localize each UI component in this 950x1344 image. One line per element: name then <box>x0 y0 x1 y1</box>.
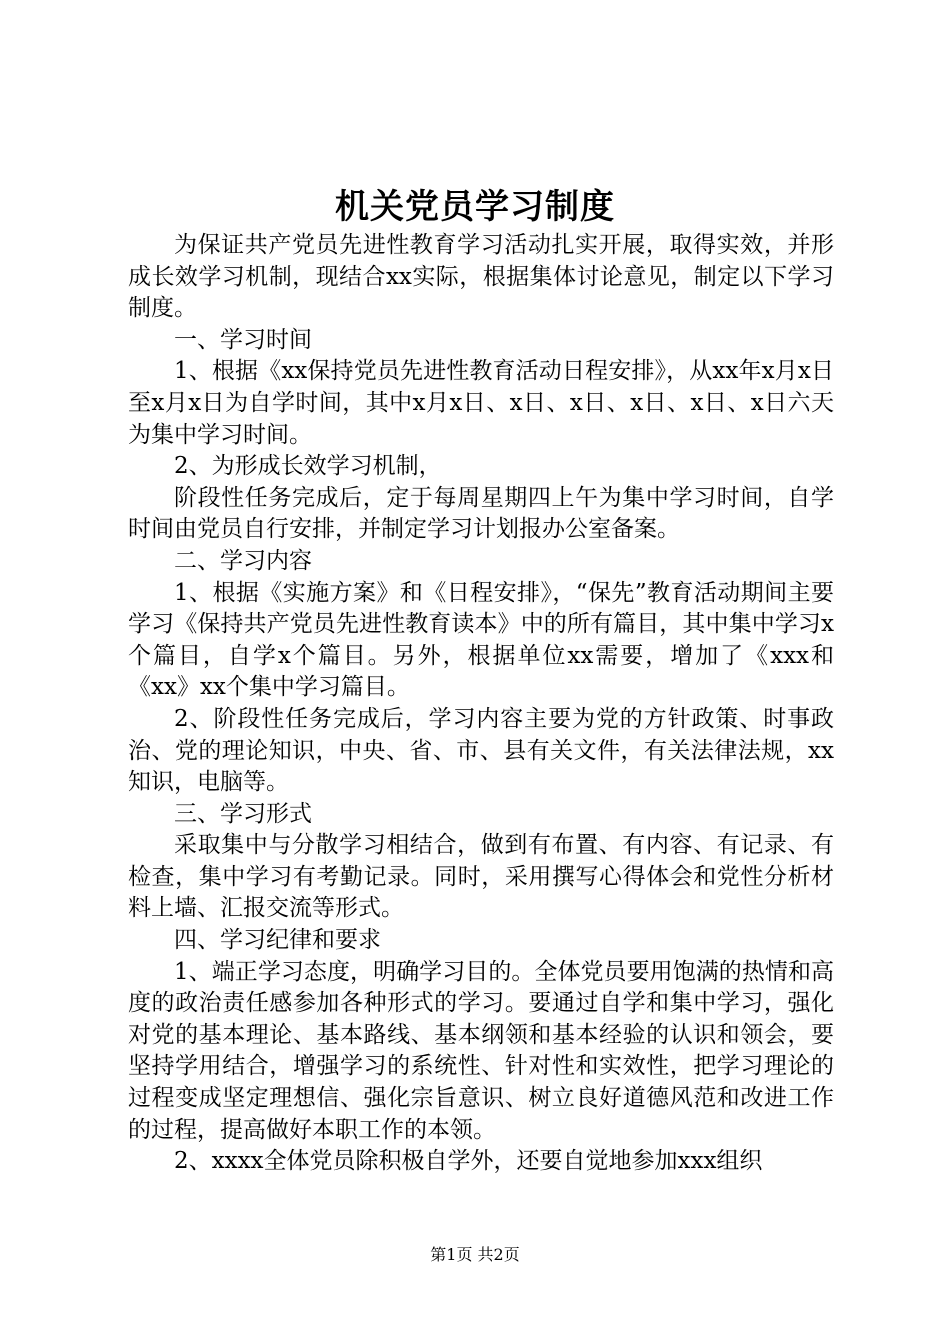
section-heading-discipline: 四、学习纪律和要求 <box>174 927 381 954</box>
paragraph-intro: 为保证共产党员先进性教育学习活动扎实开展，取得实效，并形成长效学习机制，现结合xx实际，根据集体讨论意见，制定以下学习制度。 <box>128 232 834 322</box>
paragraph-study-time-2: 2、为形成长效学习机制， <box>174 453 442 480</box>
paragraph-study-content-1: 1、根据《实施方案》和《日程安排》，“保先”教育活动期间主要学习《保持共产党员先进性教育读本》中的所有篇目，其中集中学习x个篇目，自学x个篇目。另外，根据单位xx需要，增加了《xxx和《xx》xx个集中学习篇目。 <box>128 579 834 701</box>
page-footer: 第1页 共2页 <box>430 1245 520 1264</box>
section-heading-study-form: 三、学习形式 <box>174 800 312 827</box>
page-title: 机关党员学习制度 <box>335 187 615 227</box>
paragraph-study-form: 采取集中与分散学习相结合，做到有布置、有内容、有记录、有检查，集中学习有考勤记录。同时，采用撰写心得体会和党性分析材料上墙、汇报交流等形式。 <box>128 832 834 922</box>
document-body <box>128 230 834 1178</box>
paragraph-study-time-1: 1、根据《xx保持党员先进性教育活动日程安排》，从xx年x月x日至x月x日为自学时间，其中x月x日、x日、x日、x日、x日、x日六天为集中学习时间。 <box>128 358 834 448</box>
paragraph-discipline-1: 1、端正学习态度，明确学习目的。全体党员要用饱满的热情和高度的政治责任感参加各种形式的学习。要通过自学和集中学习，强化对党的基本理论、基本路线、基本纲领和基本经验的认识和领会，要坚持学用结合，增强学习的系统性、针对性和实效性，把学习理论的过程变成坚定理想信、强化宗旨意识、树立良好道德风范和改进工作的过程，提高做好本职工作的本领。 <box>128 958 834 1143</box>
paragraph-study-time-2-detail: 阶段性任务完成后，定于每周星期四上午为集中学习时间，自学时间由党员自行安排，并制定学习计划报办公室备案。 <box>128 484 834 543</box>
section-heading-study-content: 二、学习内容 <box>174 547 312 574</box>
paragraph-study-content-2: 2、阶段性任务完成后，学习内容主要为党的方针政策、时事政治、党的理论知识，中央、省、市、县有关文件，有关法律法规，xx知识，电脑等。 <box>128 705 834 796</box>
paragraph-discipline-2: 2、xxxx全体党员除积极自学外，还要自觉地参加xxx组织 <box>174 1148 763 1175</box>
section-heading-study-time: 一、学习时间 <box>174 326 312 353</box>
